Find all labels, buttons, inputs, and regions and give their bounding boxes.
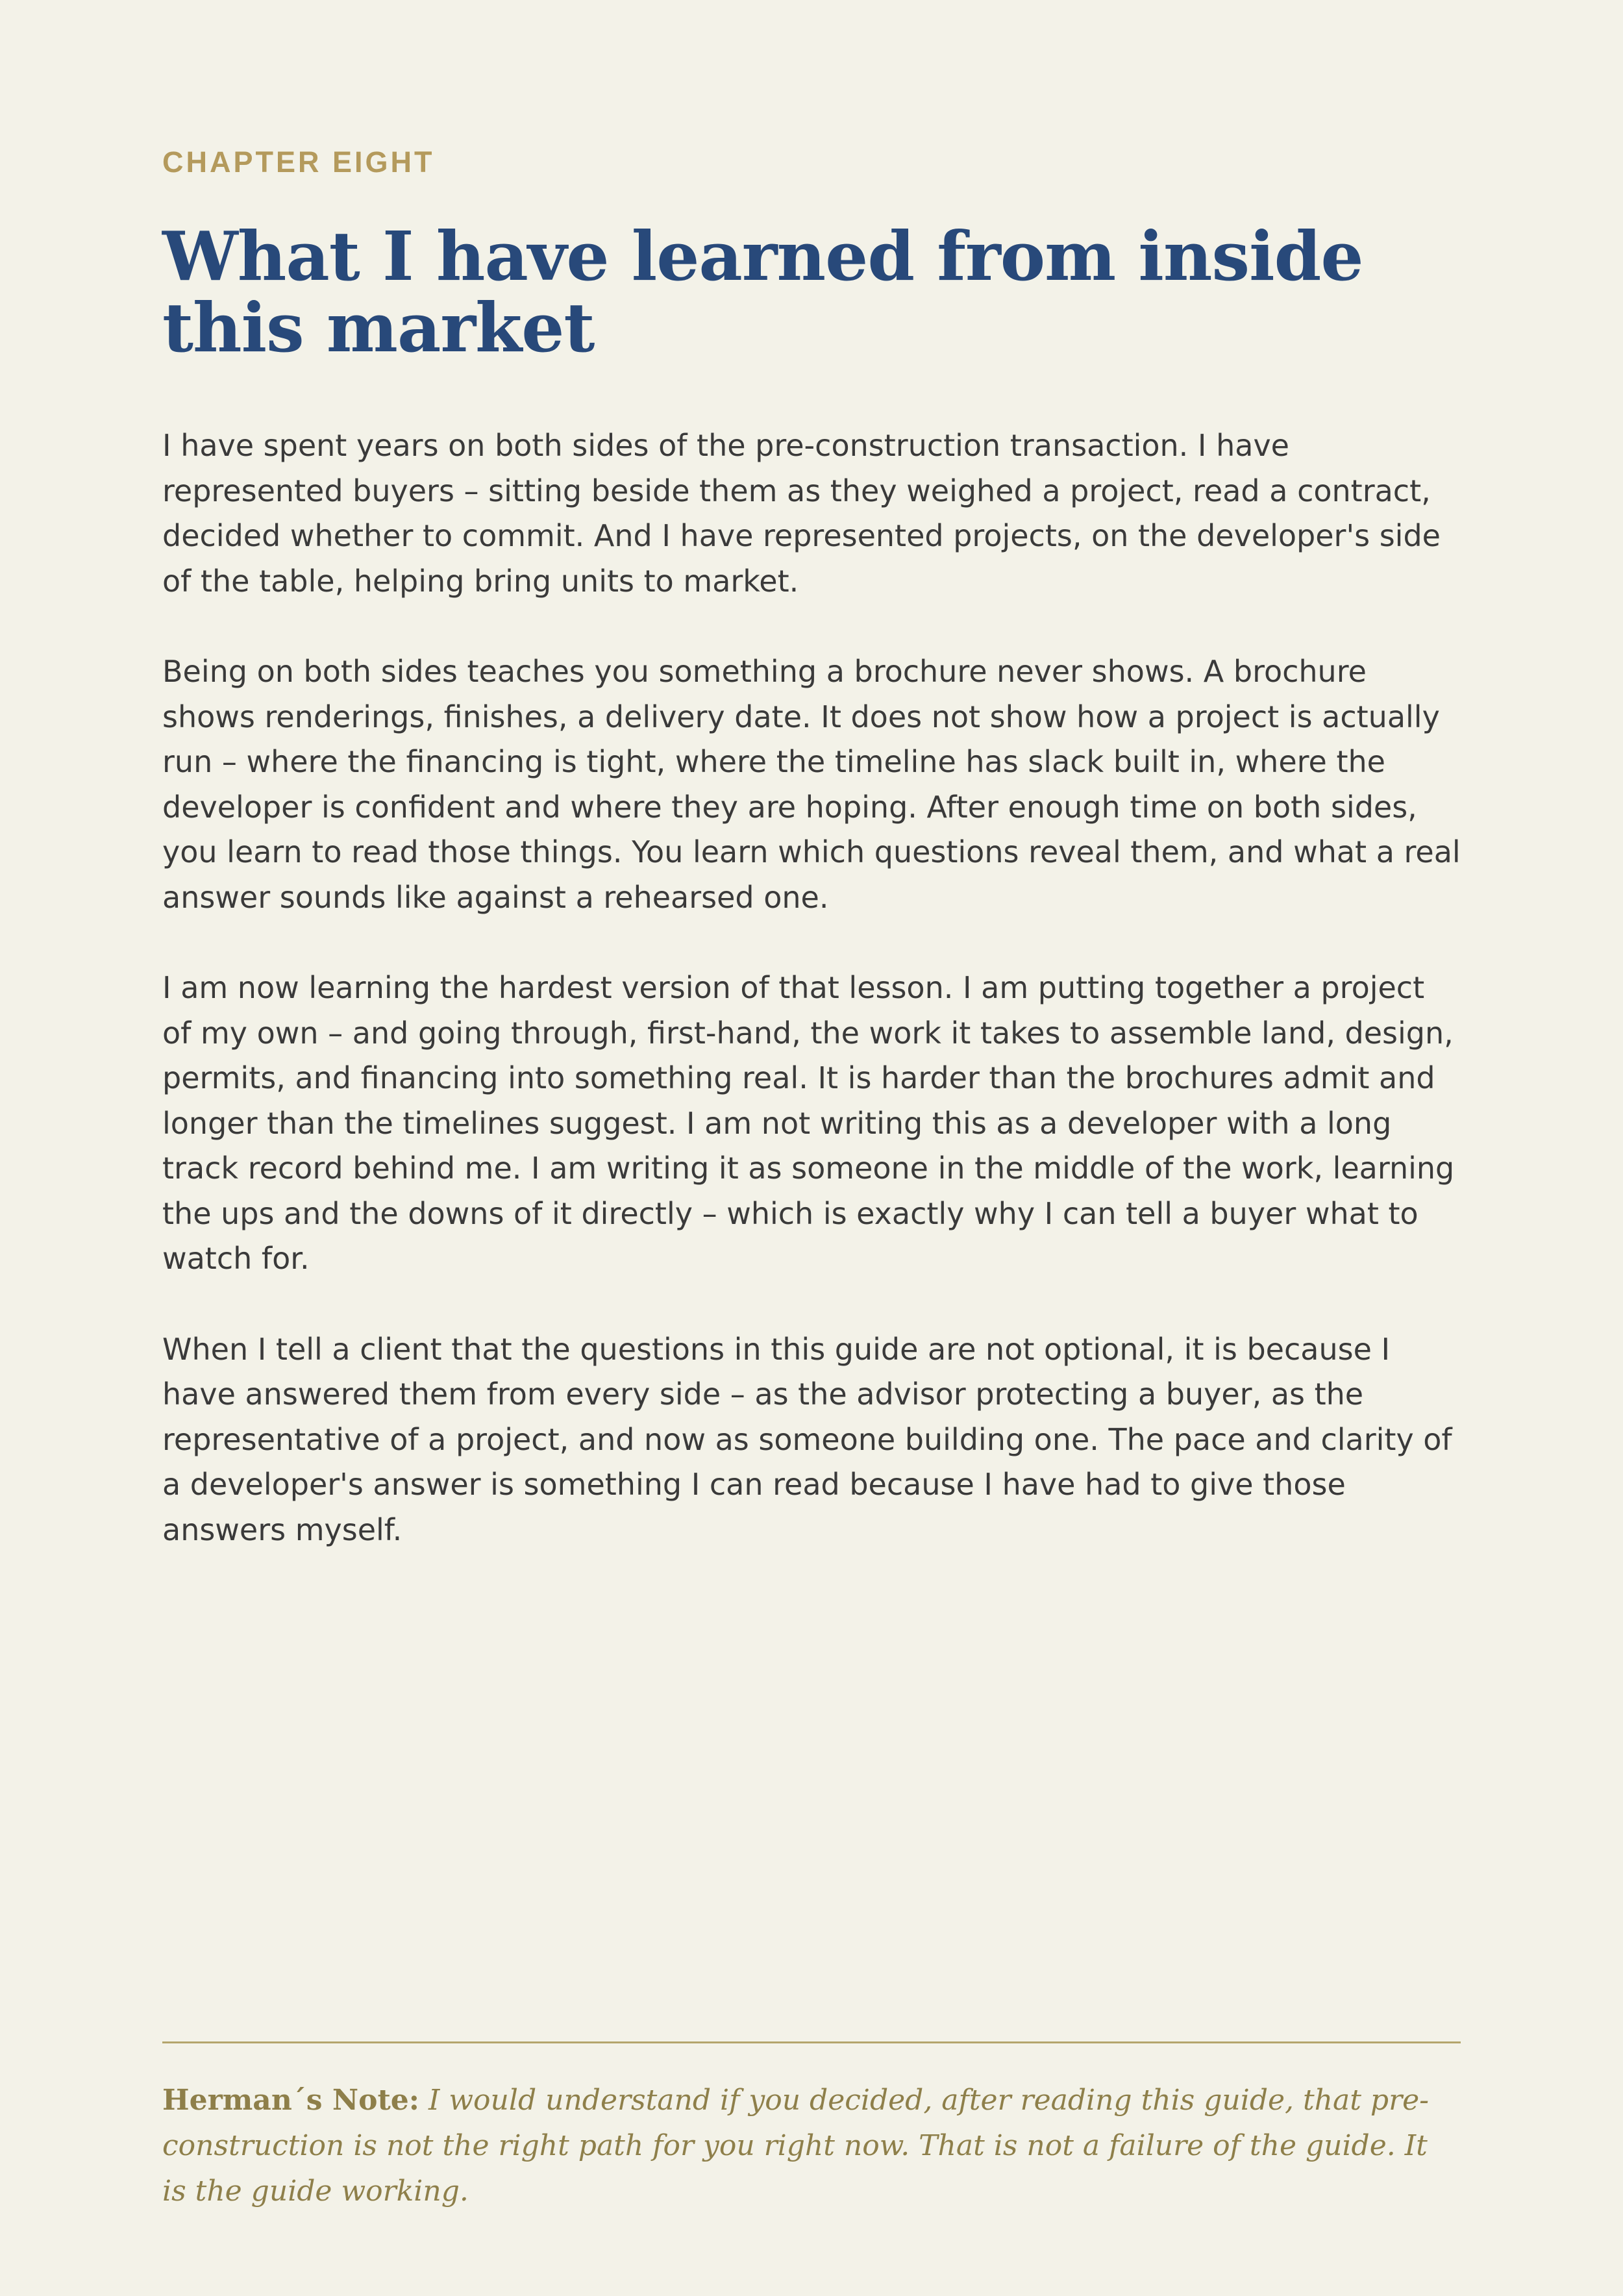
paragraph-2: Being on both sides teaches you something a brochure never shows. A brochure shows renderings, finishes, a delivery date. It does not show how a project is actually run – where the financing is tight, where the timeline has slack built in, where the developer is confident and where they are hoping. After enough time on both sides, you learn to read those things. You learn which questions reveal them, and what a real answer sounds like against a rehearsed one. bbox=[162, 654, 1461, 915]
body-text bbox=[162, 423, 1461, 1598]
chapter-label: CHAPTER EIGHT bbox=[162, 145, 435, 179]
paragraph-4: When I tell a client that the questions in this guide are not optional, it is because I have answered them from every side – as the advisor protecting a buyer, as the representative of a project, and now as someone building one. The pace and clarity of a developer's answer is something I can read because I have had to give those answers myself. bbox=[162, 1331, 1452, 1547]
chapter-title: What I have learned from inside this market bbox=[162, 216, 1363, 368]
paragraph-1: I have spent years on both sides of the pre-construction transaction. I have represented buyers – sitting beside them as they weighed a project, read a contract, decided whether to commit. And I have represented projects, on the developer's side of the table, helping bring units to market. bbox=[162, 428, 1441, 599]
hermans-note bbox=[162, 2078, 1435, 2214]
note-divider bbox=[162, 2041, 1461, 2043]
note-text: I would understand if you decided, after reading this guide, that pre-construction is not the right path for you right now. That is not a failure of the guide. It is the guide working. bbox=[162, 2084, 1430, 2208]
note-label: Herman´s Note: bbox=[162, 2084, 420, 2117]
paragraph-3: I am now learning the hardest version of that lesson. I am putting together a project of my own – and going through, first-hand, the work it takes to assemble land, design, permits, and financing into something real. It is harder than the brochures admit and longer than the timelines suggest. I am not writing this as a developer with a long track record behind me. I am writing it as someone in the middle of the work, learning the ups and the downs of it directly – which is exactly why I can tell a buyer what to watch for. bbox=[162, 970, 1455, 1276]
document-page bbox=[162, 0, 1461, 2296]
